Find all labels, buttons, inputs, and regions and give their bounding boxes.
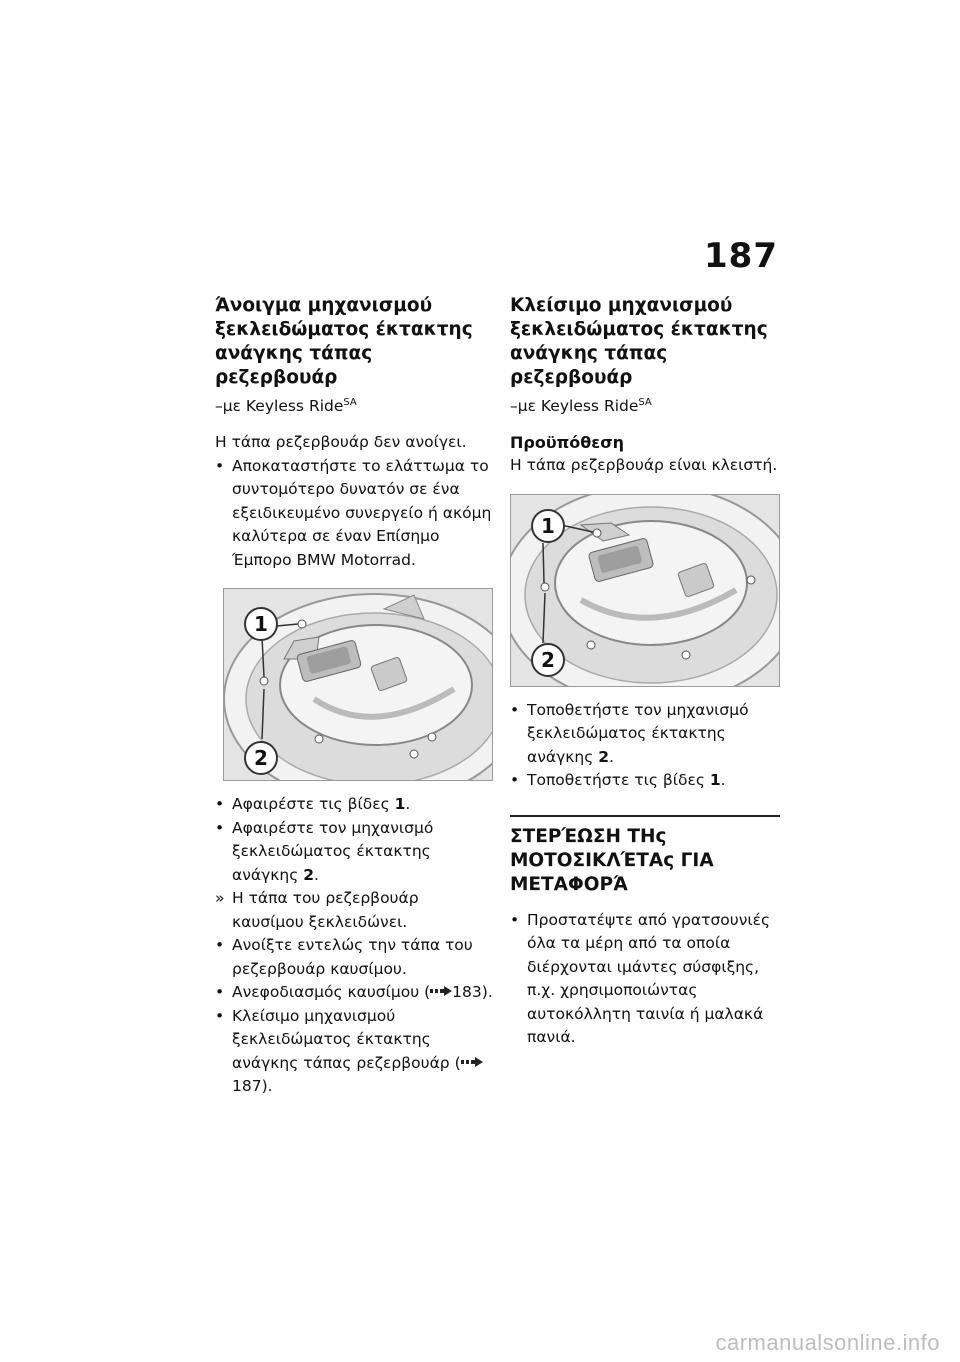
bullet-mark: •: [215, 936, 225, 954]
list-item: [510, 909, 780, 1050]
callout-1: 1: [531, 509, 565, 543]
page-reference-arrow-icon: [461, 1057, 483, 1067]
bullet-mark: •: [215, 983, 225, 1001]
right-subnote-text: –με Keyless Ride: [510, 397, 639, 415]
prerequisite-text: Η τάπα ρεζερβουάρ είναι κλειστή.: [510, 456, 778, 474]
step-text: Κλείσιμο μηχανισμού ξεκλειδώματος έκτακτης ανάγκης τάπας ρεζερβουάρ (: [232, 1006, 461, 1072]
left-intro-list: [215, 455, 495, 573]
list-item: [215, 1005, 495, 1099]
left-steps: [215, 793, 495, 1099]
left-subnote-text: –με Keyless Ride: [215, 397, 344, 415]
step-text: Ανοίξτε εντελώς την τάπα του ρεζερβουάρ καυσίμου.: [232, 936, 473, 978]
step-text: Αφαιρέστε τις βίδες: [232, 795, 395, 813]
right-subnote: [510, 392, 780, 417]
callout-2: 2: [531, 643, 565, 677]
step-ref-number: 2: [598, 747, 610, 766]
left-intro: Η τάπα ρεζερβουάρ δεν ανοίγει.: [215, 433, 467, 451]
callout-2: 2: [244, 741, 278, 775]
left-subnote: [215, 392, 495, 417]
step-punct: ).: [481, 983, 493, 1001]
step-punct: .: [609, 747, 614, 766]
step-ref-number: 2: [303, 865, 315, 884]
page-reference-link[interactable]: 183: [452, 983, 482, 1001]
step-punct: .: [720, 771, 726, 789]
left-intro-bullet: Αποκαταστήστε το ελάττωμα το συντομότερο δυνατόν σε ένα εξειδικευμένο συνεργείο ή ακόμη καλύτερα σε έναν Επίσημο Έμπορο BMW Motorrad.: [232, 456, 492, 569]
left-section-title: Άνοιγμα μηχανισμού ξεκλειδώματος έκτακτης ανάγκης τάπας ρεζερβουάρ: [215, 295, 473, 388]
step-text: Η τάπα του ρεζερβουάρ καυσίμου ξεκλειδώνει.: [232, 889, 419, 931]
list-item: [215, 934, 495, 981]
bullet-mark: •: [510, 700, 520, 719]
list-item: [215, 981, 495, 1005]
step-punct: ).: [261, 1077, 273, 1095]
left-column: [215, 294, 495, 1099]
list-item: [510, 769, 780, 793]
bullet-mark: •: [215, 818, 225, 837]
bullet-mark: •: [510, 771, 520, 789]
step-punct: .: [314, 865, 319, 884]
list-item: [215, 887, 495, 934]
result-mark: »: [215, 889, 225, 907]
right-column: [510, 294, 780, 1050]
transport-section-title: ΣΤΕΡΈΩΣΗ ΤΗς ΜΟΤΟΣΙΚΛΈΤΑς ΓΙΑ ΜΕΤΑΦΟΡΆ: [510, 825, 714, 895]
prerequisite-heading: Προϋπόθεση: [510, 433, 625, 452]
list-item: [215, 793, 495, 817]
bullet-mark: •: [215, 1006, 225, 1025]
list-item: [510, 699, 780, 770]
step-punct: .: [405, 795, 411, 813]
watermark: carmanualsonline.info: [715, 1330, 940, 1355]
fuel-cap-figure-open: [223, 588, 493, 781]
section-divider: [510, 815, 780, 817]
left-subnote-sup: SA: [343, 397, 357, 408]
step-text: Αφαιρέστε τον μηχανισμό ξεκλειδώματος έκτακτης ανάγκης: [232, 818, 434, 884]
page-number: 187: [704, 236, 778, 276]
page-reference-arrow-icon: [430, 986, 452, 996]
right-section-title: Κλείσιμο μηχανισμού ξεκλειδώματος έκτακτης ανάγκης τάπας ρεζερβουάρ: [510, 295, 768, 388]
list-item: [215, 455, 495, 573]
right-subnote-sup: SA: [638, 397, 652, 408]
step-text: Τοποθετήστε τον μηχανισμό ξεκλειδώματος έκτακτης ανάγκης: [527, 700, 749, 766]
right-steps: [510, 699, 780, 793]
fuel-cap-figure-close: [510, 494, 780, 687]
step-text: Προστατέψτε από γρατσουνιές όλα τα μέρη από τα οποία διέρχονται ιμάντες σύσφιξης, π.χ. χρησιμοποιώντας αυτοκόλλητη ταινία ή μαλακά πανιά.: [527, 910, 771, 1046]
bullet-mark: •: [215, 456, 225, 475]
transport-steps: [510, 909, 780, 1050]
list-item: [215, 817, 495, 888]
step-text: Τοποθετήστε τις βίδες: [527, 771, 710, 789]
step-text: Ανεφοδιασμός καυσίμου (: [232, 983, 431, 1001]
callout-1: 1: [244, 607, 278, 641]
step-ref-number: 1: [709, 771, 721, 789]
page-reference-link[interactable]: 187: [232, 1077, 262, 1095]
bullet-mark: •: [215, 795, 225, 813]
bullet-mark: •: [510, 910, 520, 929]
step-ref-number: 1: [394, 795, 406, 813]
